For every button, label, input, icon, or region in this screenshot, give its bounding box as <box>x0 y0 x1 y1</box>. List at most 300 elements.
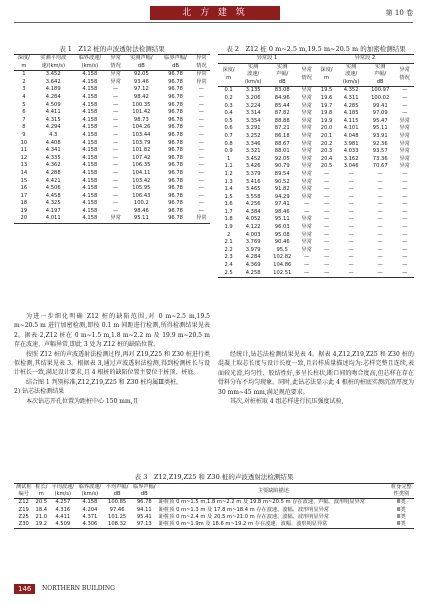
table2-cell: 4.311 <box>343 94 359 101</box>
paragraph: 为进一步细化明确 Z12 桩的缺陷范围,对 0 m~2.5 m,19.5 m~20.5 m 进行加密检测,即按 0.1 m 间距进行检测,所得检测结果见表 2。据表 2,Z12 桩在 0 m~1.5 m,1.8 m~2.2 m 及 19.9 m~20.5 m 存在波速、声幅异常,即此 3 处为 Z12 桩的缺陷位置。 <box>14 313 210 349</box>
table2-cell: 4.048 <box>343 132 359 139</box>
table2-cell: 0.1 <box>224 87 233 94</box>
table2-cell: 94.29 <box>274 193 290 200</box>
table2-cell: 87.21 <box>274 125 290 132</box>
table2-cell: — <box>323 269 330 276</box>
table1-cell: 107.42 <box>132 154 151 161</box>
table2-header: 深度/ m <box>320 67 333 81</box>
table2-header: 实测 声幅/ dB <box>276 63 289 85</box>
table1-cell: 4.158 <box>82 86 98 93</box>
table2-cell: 3.452 <box>245 155 261 162</box>
table2-cell: 20.5 <box>320 163 333 170</box>
table1-cell: 4.362 <box>45 162 61 169</box>
table2-row <box>218 171 414 179</box>
table2-cell: 91.82 <box>274 186 290 193</box>
table3-cell: 距桩顶 0 m~1.9m 及 18.6 m~19.2 m 存在波速、波幅、波形明显异常 <box>158 521 328 528</box>
table2-cell: 异常 <box>301 117 312 124</box>
table1-cell: — <box>198 86 204 93</box>
table2-cell: — <box>348 216 354 223</box>
table1-cell: 4.421 <box>45 177 61 184</box>
table2-cell: 70.67 <box>372 163 388 170</box>
table2-cell: 异常 <box>301 231 312 238</box>
table2-cell: 99.41 <box>372 102 388 109</box>
table2-cell: — <box>304 269 310 276</box>
table2-cell: 0.9 <box>224 148 233 155</box>
table2-cell: 100.97 <box>371 87 390 94</box>
table2-cell: — <box>402 94 408 101</box>
table2-cell: 19.8 <box>320 110 333 117</box>
table2-cell: 2.3 <box>224 254 233 261</box>
table2-cell: 异常 <box>399 117 410 124</box>
table2-cell: 104.86 <box>273 262 292 269</box>
table1-cell: 4.158 <box>82 93 98 100</box>
table2-row <box>218 87 414 95</box>
table3-cell: 距桩顶 0 m~2.4 m 及 20.5 m~21.0 m 存在波速、波幅、波形明显异常 <box>158 513 329 520</box>
table2-cell: — <box>304 262 310 269</box>
table2-cell: — <box>377 254 383 261</box>
table2-cell: — <box>323 246 330 253</box>
table2-cell: 异常 <box>301 102 312 109</box>
paragraph: 本次钻芯开孔位置为距桩中心 150 mm,且 <box>26 397 139 405</box>
table2-cell: — <box>348 193 354 200</box>
table2-cell: — <box>377 224 383 231</box>
table2-cell: 3.379 <box>245 170 261 177</box>
table2-cell: 3.252 <box>245 132 261 139</box>
table2-cell: 100.02 <box>371 94 390 101</box>
table1-cell: 4.288 <box>45 169 61 176</box>
table3-cell: Ⅲ类 <box>396 521 406 528</box>
table1-cell: 4.458 <box>45 192 61 199</box>
table1-cell: 96.78 <box>168 169 183 176</box>
table2-cell: 95.08 <box>274 231 290 238</box>
table2-cell: — <box>323 193 330 200</box>
table2-cell: 4.052 <box>245 216 261 223</box>
table2-cell: 异常 <box>301 132 312 139</box>
table2-cell: 3.426 <box>245 163 261 170</box>
table1-cell: — <box>198 207 204 214</box>
table2-cell: 4.033 <box>343 148 359 155</box>
table3-header: 平均声幅/ dB <box>105 484 129 498</box>
table2-row <box>218 262 414 270</box>
table2-header: 实测 波速/ (km/s) <box>244 63 262 85</box>
table1-row <box>14 185 210 193</box>
table2-cell: 3.979 <box>245 246 261 253</box>
table3-cell: Ⅲ类 <box>396 513 406 520</box>
table1-cell: 6 <box>22 109 26 116</box>
table2-cell: — <box>377 170 383 177</box>
table1-row <box>14 86 210 94</box>
table1-cell: 100.35 <box>132 101 151 108</box>
table1-cell: 103.44 <box>132 131 151 138</box>
table1-cell: 4.284 <box>45 93 61 100</box>
table1-cell: 4.189 <box>45 86 61 93</box>
table2-cell: 异常 <box>301 186 312 193</box>
table1-cell: 9 <box>22 131 26 138</box>
page-number: 146 <box>14 584 35 594</box>
table1-cell: 异常 <box>196 71 207 78</box>
table1-cell: 97.12 <box>133 86 149 93</box>
table2-cell: — <box>323 224 330 231</box>
table2-row <box>218 224 414 232</box>
table2-cell: — <box>402 186 408 193</box>
table2-cell: — <box>402 254 408 261</box>
table1-cell: 96.78 <box>168 124 183 131</box>
table1-row <box>14 132 210 140</box>
page-header <box>0 0 427 26</box>
table1-cell: 103.42 <box>132 177 151 184</box>
table2-cell: — <box>348 170 354 177</box>
table1-row <box>14 178 210 186</box>
table1-cell: 异常 <box>110 71 121 78</box>
table1-cell: 4.315 <box>45 116 61 123</box>
table2-cell: — <box>377 216 383 223</box>
table1-cell: 106.43 <box>132 192 151 199</box>
table1-cell: 4.158 <box>82 162 98 169</box>
table3-cell: 21.0 <box>35 513 48 520</box>
table1-cell: — <box>113 124 119 131</box>
table2-cell: 4.185 <box>343 110 359 117</box>
table2-cell: 20.2 <box>320 140 333 147</box>
table2-cell: 4.115 <box>343 117 359 124</box>
table1-cell: 98.46 <box>133 207 149 214</box>
table2-cell: — <box>402 193 408 200</box>
table3-cell: 19.2 <box>35 521 48 528</box>
table2-cell: 96.03 <box>274 224 290 231</box>
table1-cell: 10 <box>20 139 28 146</box>
table1-cell: 4.3 <box>49 131 58 138</box>
table1-cell: — <box>198 169 204 176</box>
paragraph: 其次,对桩桩取 4 组芯样进行抗压强度试验, <box>230 398 344 406</box>
table1-cell: — <box>113 147 119 154</box>
table1 <box>14 54 210 224</box>
table1-cell: 19 <box>20 207 28 214</box>
table1-cell: 98.73 <box>133 116 149 123</box>
table2-cell: — <box>304 254 310 261</box>
table1-cell: — <box>113 192 119 199</box>
table2-cell: 异常 <box>301 155 312 162</box>
table1-cell: 18 <box>20 200 28 207</box>
table2-cell: — <box>348 224 354 231</box>
table1-row <box>14 124 210 132</box>
table1-cell: — <box>198 116 204 123</box>
left-column-text <box>14 312 210 406</box>
table1-cell: 4.158 <box>82 147 98 154</box>
table2-cell: 4.258 <box>245 269 261 276</box>
table2-cell: 3.321 <box>245 148 261 155</box>
table3-row <box>14 507 414 514</box>
table1-cell: 4.158 <box>82 200 98 207</box>
table1-cell: 异常 <box>110 78 121 85</box>
table2-cell: 102.51 <box>273 269 292 276</box>
table2-cell: — <box>323 216 330 223</box>
table1-cell: 4.408 <box>45 139 61 146</box>
table2-cell: 90.79 <box>274 163 290 170</box>
table1-cell: 96.78 <box>168 116 183 123</box>
table1-row <box>14 162 210 170</box>
table2-cell: 90.52 <box>274 178 290 185</box>
table1-cell: 96.78 <box>168 78 183 85</box>
table2-cell: — <box>402 178 408 185</box>
table2-cell: 92.05 <box>274 155 290 162</box>
table3-cell: 100.85 <box>108 499 127 506</box>
table2-cell: 4.369 <box>245 262 261 269</box>
table2-cell: 3.465 <box>245 186 261 193</box>
table1-row <box>14 140 210 148</box>
table3-header: 桩身完整 性类别 <box>390 484 412 498</box>
table1-cell: 96.78 <box>168 185 183 192</box>
table2-caption: 表 2 Z12 桩 0 m~2.5 m,19.5 m~20.5 m 的加密检测结果 <box>226 45 406 53</box>
table2-cell: 87.82 <box>274 110 290 117</box>
table1-row <box>14 109 210 117</box>
table2-cell: 0.5 <box>224 117 233 124</box>
table2-cell: 97.09 <box>372 110 388 117</box>
table3-cell: 4.509 <box>55 521 71 528</box>
table2-cell: 异常 <box>301 140 312 147</box>
table2-cell: — <box>323 239 330 246</box>
table2-cell: 85.44 <box>274 102 290 109</box>
table2-cell: — <box>348 208 354 215</box>
table2-cell: — <box>323 231 330 238</box>
table1-cell: 20 <box>20 215 28 222</box>
table2-cell: 异常 <box>399 155 410 162</box>
table1-cell: 4.158 <box>82 207 98 214</box>
table2-cell: — <box>348 269 354 276</box>
table1-cell: — <box>198 124 204 131</box>
table2-cell: 88.88 <box>274 117 290 124</box>
table3-cell: 101.25 <box>108 513 127 520</box>
table1-cell: 106.35 <box>132 162 151 169</box>
table2-cell: 1.3 <box>224 178 233 185</box>
table1-cell: 3.642 <box>45 78 61 85</box>
table2-cell: 3.162 <box>343 155 359 162</box>
table1-cell: 3 <box>22 86 26 93</box>
table2-cell: 0.4 <box>224 110 233 117</box>
table2-cell: 102.82 <box>273 254 292 261</box>
table1-header: 实测声幅/ dB <box>130 55 153 69</box>
table3-cell: 4.257 <box>55 499 71 506</box>
table2-row <box>218 148 414 156</box>
table2-row <box>218 232 414 240</box>
table1-cell: 96.78 <box>168 162 183 169</box>
table1-cell: 1 <box>22 71 26 78</box>
table2-cell: 1 <box>226 155 231 162</box>
table3-row <box>14 499 414 507</box>
table1-cell: 96.78 <box>168 109 183 116</box>
table2-row <box>218 141 414 149</box>
table1-cell: 异常 <box>110 215 121 222</box>
paragraph: 结合图 1 判别标准,Z12,Z19,Z25 和 Z30 桩均属Ⅲ类桩。 <box>26 378 183 386</box>
table2-cell: — <box>402 246 408 253</box>
table2 <box>218 54 414 278</box>
table2-row <box>218 216 414 224</box>
table2-cell: 0.2 <box>224 94 233 101</box>
table2-cell: 4.284 <box>245 254 261 261</box>
table3-cell: 距桩顶 0 m~1.5 m,1.8 m~2.2 m 及 19.8 m~20.5 m 存在波速、声幅、波形明显异常 <box>158 499 365 506</box>
table3 <box>14 483 414 529</box>
table1-cell: — <box>198 162 204 169</box>
table1-cell: — <box>113 109 119 116</box>
table1-header: 异常 情况 <box>110 55 121 69</box>
table2-cell: 4.384 <box>245 208 261 215</box>
table2-cell: 1.5 <box>224 193 233 200</box>
table1-cell: 101.82 <box>132 147 151 154</box>
table2-cell: — <box>402 269 408 276</box>
table2-cell: — <box>304 201 310 208</box>
table2-cell: 异常 <box>399 148 410 155</box>
table1-cell: — <box>198 177 204 184</box>
table2-cell: 20.0 <box>320 125 333 132</box>
table1-row <box>14 79 210 87</box>
table1-cell: — <box>113 131 119 138</box>
table1-cell: 96.78 <box>168 71 183 78</box>
table3-header: 主要缺陷描述 <box>257 487 289 494</box>
table1-cell: 4.158 <box>82 215 98 222</box>
table3-cell: 4.411 <box>55 513 71 520</box>
table2-cell: 20.3 <box>320 148 333 155</box>
table1-cell: — <box>113 200 119 207</box>
table2-cell: 95.5 <box>276 246 288 253</box>
table2-cell: — <box>402 208 408 215</box>
table1-cell: 16 <box>20 185 28 192</box>
table2-cell: 3.981 <box>343 140 359 147</box>
table2-cell: 0.8 <box>224 140 233 147</box>
table3-cell: 94.11 <box>136 506 152 513</box>
table2-cell: 84.96 <box>274 94 290 101</box>
table1-cell: — <box>198 93 204 100</box>
table1-cell: 异常 <box>196 215 207 222</box>
table1-cell: 4.158 <box>82 131 98 138</box>
table1-cell: 4.158 <box>82 192 98 199</box>
table3-cell: 距桩顶 0 m~1.3 m 及 17.8 m~18.4 m 存在波速、波幅、波形明显异常 <box>158 506 329 513</box>
table1-cell: 100.2 <box>133 200 149 207</box>
table2-cell: 19.6 <box>320 94 333 101</box>
table2-cell: 19.9 <box>320 117 333 124</box>
table1-cell: — <box>113 207 119 214</box>
table2-cell: — <box>402 110 408 117</box>
table2-cell: 2 <box>226 231 231 238</box>
table2-cell: — <box>323 262 330 269</box>
table2-cell: — <box>348 254 354 261</box>
table2-cell: 3.558 <box>245 193 261 200</box>
table1-cell: 12 <box>20 154 28 161</box>
table2-row <box>218 110 414 118</box>
table2-row <box>218 125 414 133</box>
table3-cell: 4.204 <box>82 506 98 513</box>
table1-cell: 4.506 <box>45 185 61 192</box>
table2-cell: 95.47 <box>372 117 388 124</box>
table1-cell: 95.11 <box>133 215 149 222</box>
table1-row <box>14 71 210 79</box>
table2-cell: 异常 <box>301 125 312 132</box>
table1-cell: 4.158 <box>82 154 98 161</box>
table1-cell: 105.95 <box>132 185 151 192</box>
table2-cell: 4.352 <box>343 87 359 94</box>
header-rule <box>14 22 413 23</box>
table2-cell: 19.7 <box>320 102 333 109</box>
table3-header: 临界波速/ (km/s) <box>78 484 102 498</box>
table2-cell: — <box>348 178 354 185</box>
table2-cell: 异常 <box>301 216 312 223</box>
table2-cell: — <box>323 186 330 193</box>
table1-cell: — <box>198 139 204 146</box>
table2-row <box>218 95 414 103</box>
table1-cell: 96.78 <box>168 93 183 100</box>
table2-cell: 0.3 <box>224 102 233 109</box>
table2-cell: 2.1 <box>224 239 233 246</box>
table2-cell: 1.1 <box>224 163 233 170</box>
table1-cell: 异常 <box>196 78 207 85</box>
table1-row <box>14 215 210 223</box>
table2-cell: 1.4 <box>224 186 233 193</box>
table3-cell: Z25 <box>18 513 29 520</box>
table2-cell: 异常 <box>399 140 410 147</box>
table1-cell: — <box>198 131 204 138</box>
table2-cell: 异常 <box>301 94 312 101</box>
table3-cell: Ⅲ类 <box>396 506 406 513</box>
table2-cell: 异常 <box>399 163 410 170</box>
table1-cell: — <box>113 101 119 108</box>
table2-cell: 3.769 <box>245 239 261 246</box>
table2-cell: — <box>348 262 354 269</box>
table1-cell: — <box>198 185 204 192</box>
table2-row <box>218 194 414 202</box>
table1-cell: 4.158 <box>82 169 98 176</box>
table1-cell: 13 <box>20 162 28 169</box>
table2-cell: — <box>402 87 408 94</box>
table1-header: 临界波速/ (km/s) <box>78 55 102 69</box>
table3-cell: 4.316 <box>55 506 71 513</box>
table1-cell: 17 <box>20 192 28 199</box>
table1-cell: — <box>113 116 119 123</box>
table2-cell: 90.46 <box>274 239 290 246</box>
table2-cell: 异常 <box>301 224 312 231</box>
table1-cell: 101.42 <box>132 109 151 116</box>
table2-cell: — <box>323 178 330 185</box>
table2-cell: 异常 <box>301 163 312 170</box>
table1-cell: 7 <box>22 116 26 123</box>
table1-cell: — <box>113 177 119 184</box>
journal-title: 北 方 建 筑 <box>182 8 248 18</box>
table1-row <box>14 193 210 201</box>
table1-cell: 96.78 <box>168 147 183 154</box>
table2-cell: 20.4 <box>320 155 333 162</box>
table3-cell: 97.13 <box>136 521 152 528</box>
table2-row <box>218 247 414 255</box>
table2-cell: 88.01 <box>274 148 290 155</box>
table2-cell: — <box>323 254 330 261</box>
table2-cell: — <box>402 239 408 246</box>
table1-cell: — <box>198 147 204 154</box>
table2-cell: — <box>323 208 330 215</box>
table1-row <box>14 200 210 208</box>
table1-cell: 96.78 <box>168 177 183 184</box>
table2-cell: — <box>377 246 383 253</box>
table2-cell: 3.206 <box>245 94 261 101</box>
table2-row <box>218 118 414 126</box>
table1-cell: 4.158 <box>82 71 98 78</box>
table2-group1: 异常段 1 <box>218 55 316 64</box>
table2-cell: 1.7 <box>224 208 233 215</box>
table1-cell: 8 <box>22 124 26 131</box>
table2-row <box>218 209 414 217</box>
table1-cell: — <box>198 101 204 108</box>
table2-cell: 93.57 <box>372 148 388 155</box>
table2-cell: — <box>402 262 408 269</box>
table2-cell: 3.046 <box>343 163 359 170</box>
table1-cell: 4.158 <box>82 124 98 131</box>
table1-cell: 4.197 <box>45 207 61 214</box>
table2-cell: 4.285 <box>343 102 359 109</box>
